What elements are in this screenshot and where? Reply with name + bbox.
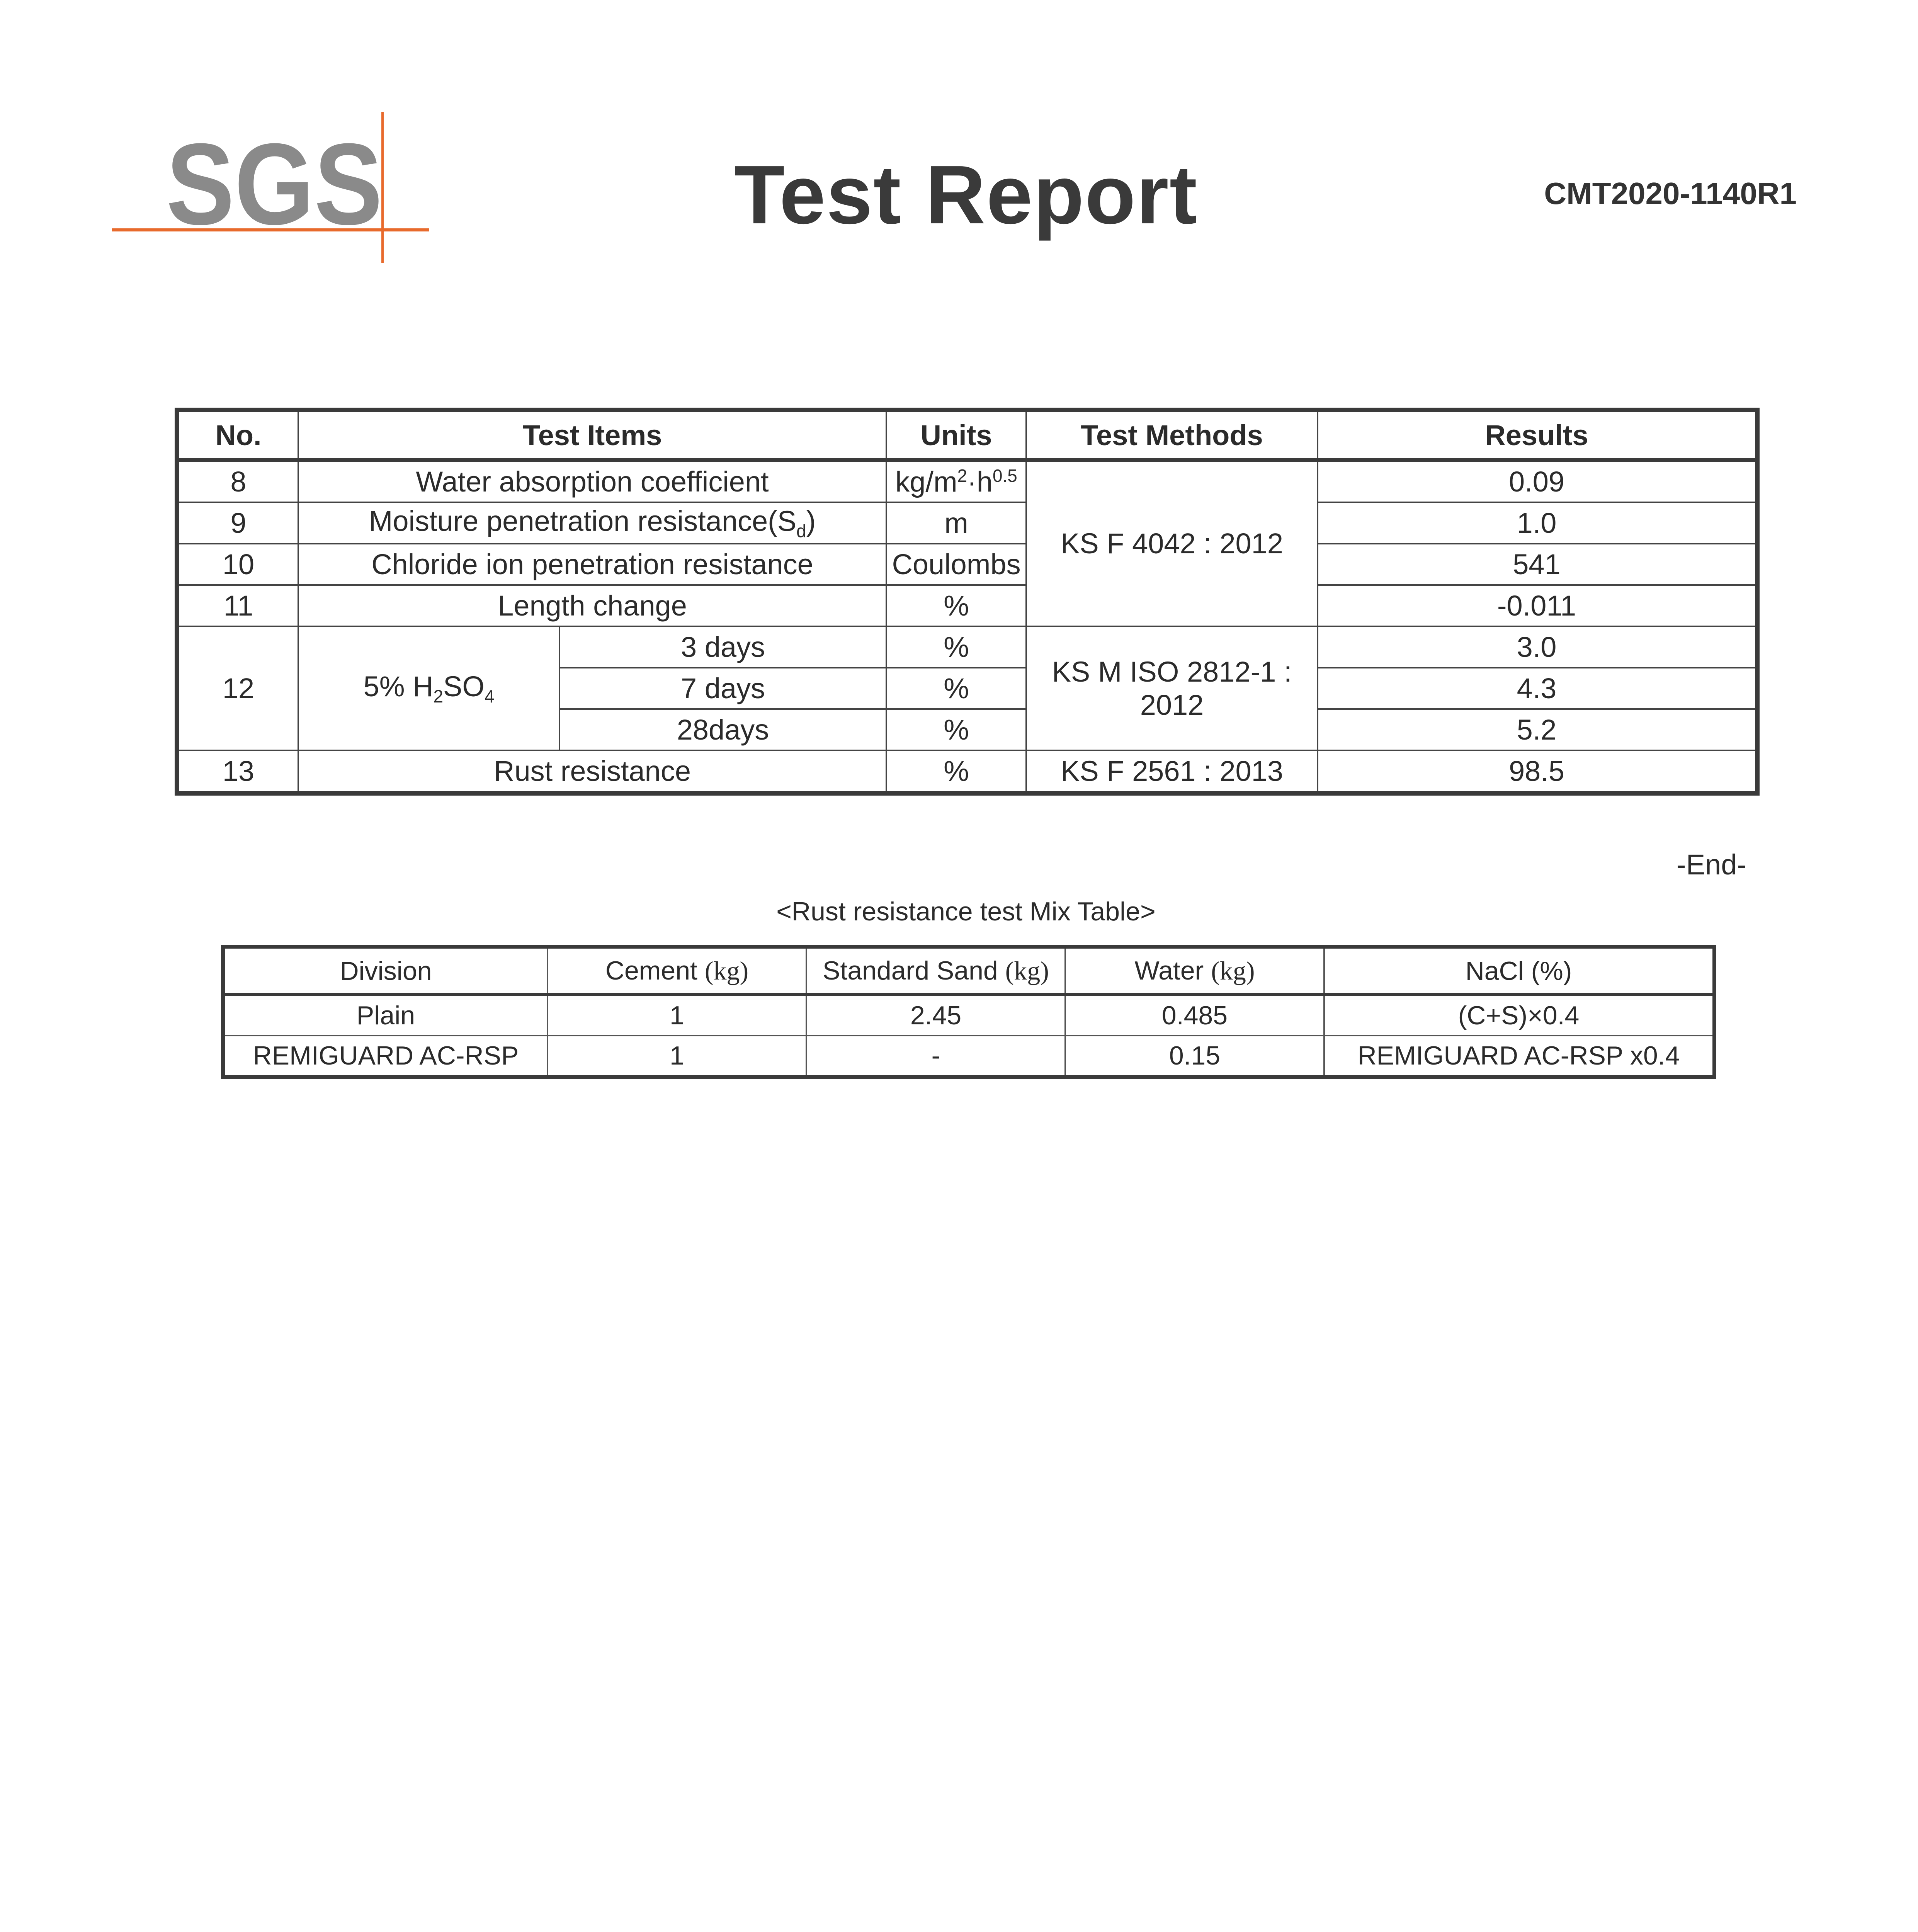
table-row bbox=[177, 585, 1757, 626]
col-header-items: Test Items bbox=[298, 410, 886, 460]
table-row bbox=[223, 995, 1714, 1036]
table-row bbox=[223, 1036, 1714, 1077]
test-item: Chloride ion penetration resistance bbox=[298, 544, 886, 585]
col-header-water: Water (kg) bbox=[1065, 947, 1324, 995]
result: 541 bbox=[1318, 544, 1757, 585]
table-row bbox=[177, 626, 1757, 668]
unit: % bbox=[886, 750, 1026, 793]
end-mark: -End- bbox=[1677, 849, 1746, 881]
col-header-division: Division bbox=[223, 947, 548, 995]
nacl: (C+S)×0.4 bbox=[1324, 995, 1714, 1036]
unit: % bbox=[886, 585, 1026, 626]
mix-table bbox=[221, 945, 1716, 1079]
sand: - bbox=[806, 1036, 1065, 1077]
report-number: CMT2020-1140R1 bbox=[1544, 176, 1797, 211]
result: 4.3 bbox=[1318, 668, 1757, 709]
col-header-cement: Cement (kg) bbox=[548, 947, 806, 995]
unit: $kg/m^2\cdot h^{0.5}$ bbox=[886, 460, 1026, 502]
test-item: Moisture penetration $resistance(S_d)$ bbox=[298, 502, 886, 544]
col-header-no: No. bbox=[177, 410, 298, 460]
unit: m bbox=[886, 502, 1026, 544]
test-item: 5% $H_2SO_4$ bbox=[298, 626, 559, 750]
sgs-logo bbox=[112, 112, 440, 263]
result: 1.0 bbox=[1318, 502, 1757, 544]
row-no: 13 bbox=[177, 750, 298, 793]
col-header-sand: Standard Sand (kg) bbox=[806, 947, 1065, 995]
division: REMIGUARD AC-RSP bbox=[223, 1036, 548, 1077]
sgs-logo-text: SGS bbox=[166, 119, 383, 249]
result: 3.0 bbox=[1318, 626, 1757, 668]
col-header-methods: Test Methods bbox=[1026, 410, 1318, 460]
sand: 2.45 bbox=[806, 995, 1065, 1036]
row-no: 12 bbox=[177, 626, 298, 750]
unit: Coulombs bbox=[886, 544, 1026, 585]
mix-table-caption: <Rust resistance test Mix Table> bbox=[776, 897, 1156, 926]
water: 0.485 bbox=[1065, 995, 1324, 1036]
division: Plain bbox=[223, 995, 548, 1036]
col-header-units: Units bbox=[886, 410, 1026, 460]
test-item: Rust resistance bbox=[298, 750, 886, 793]
table-row bbox=[177, 544, 1757, 585]
test-method-group2: KS M ISO 2812-1 : 2012 bbox=[1026, 626, 1318, 750]
test-item: Water absorption coefficient bbox=[298, 460, 886, 502]
cement: 1 bbox=[548, 995, 806, 1036]
test-period: 7 days bbox=[559, 668, 886, 709]
row-no: 11 bbox=[177, 585, 298, 626]
row-no: 10 bbox=[177, 544, 298, 585]
test-method-group1: KS F 4042 : 2012 bbox=[1026, 460, 1318, 626]
water: 0.15 bbox=[1065, 1036, 1324, 1077]
result: 5.2 bbox=[1318, 709, 1757, 750]
col-header-nacl: NaCl (%) bbox=[1324, 947, 1714, 995]
unit: % bbox=[886, 709, 1026, 750]
result: 98.5 bbox=[1318, 750, 1757, 793]
result: 0.09 bbox=[1318, 460, 1757, 502]
cement: 1 bbox=[548, 1036, 806, 1077]
unit: % bbox=[886, 668, 1026, 709]
table-header-row bbox=[177, 410, 1757, 460]
unit: % bbox=[886, 626, 1026, 668]
test-item: Length change bbox=[298, 585, 886, 626]
nacl: REMIGUARD AC-RSP x0.4 bbox=[1324, 1036, 1714, 1077]
test-method: KS F 2561 : 2013 bbox=[1026, 750, 1318, 793]
test-period: 28days bbox=[559, 709, 886, 750]
col-header-results: Results bbox=[1318, 410, 1757, 460]
table-row bbox=[177, 502, 1757, 544]
result: -0.011 bbox=[1318, 585, 1757, 626]
test-period: 3 days bbox=[559, 626, 886, 668]
row-no: 9 bbox=[177, 502, 298, 544]
row-no: 8 bbox=[177, 460, 298, 502]
results-table bbox=[175, 408, 1760, 796]
page-title: Test Report bbox=[734, 148, 1198, 241]
table-row bbox=[177, 750, 1757, 793]
table-row bbox=[177, 460, 1757, 502]
table-header-row bbox=[223, 947, 1714, 995]
